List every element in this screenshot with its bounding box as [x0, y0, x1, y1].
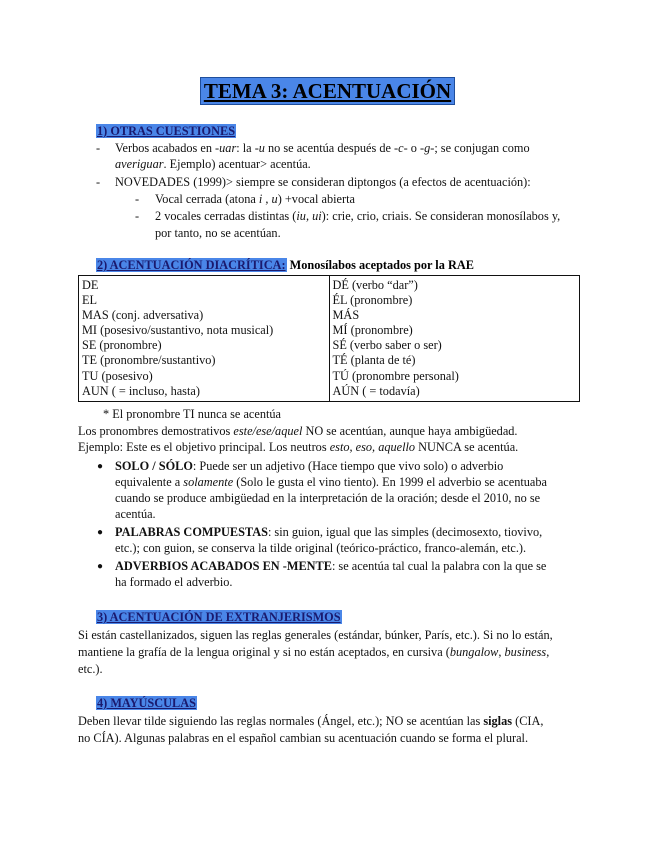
table-cell: SÉ (verbo saber o ser) [332, 338, 442, 353]
table-cell: EL [82, 293, 98, 308]
dash-bullet: - [96, 141, 101, 155]
table-cell: TU (posesivo) [82, 368, 153, 383]
b1-line3: cuando se produce ambigüedad en la interpretación de la oración; desde el 2010, no se [115, 491, 541, 505]
title-wrap [0, 77, 655, 105]
bullet-dot-icon: ● [97, 461, 104, 472]
demo-line1: Los pronombres demostrativos este/ese/aquel NO se acentúan, aunque haya ambigüedad. [78, 424, 518, 438]
b3-line2: ha formado el adverbio. [115, 575, 233, 589]
table-cell: MAS (conj. adversativa) [82, 308, 204, 323]
diacritic-table [78, 275, 580, 402]
table-cell: TÉ (planta de té) [332, 353, 416, 368]
table-cell: DE [82, 278, 99, 292]
table-cell: SE (pronombre) [82, 338, 162, 353]
table-left-column [79, 276, 330, 402]
table-cell: DÉ (verbo “dar”) [332, 278, 418, 292]
table-cell: TE (pronombre/sustantivo) [82, 353, 216, 368]
section-3-heading: 3) ACENTUACIÓN DE EXTRANJERISMOS [97, 610, 341, 624]
table-cell: MÍ (pronombre) [332, 323, 413, 338]
table-right-column [329, 276, 580, 402]
b1-line1: SOLO / SÓLO: Puede ser un adjetivo (Hace tiempo que vivo solo) o adverbio [115, 459, 504, 473]
page-title: TEMA 3: ACENTUACIÓN [200, 77, 455, 105]
table-cell: MÁS [332, 308, 360, 323]
table-cell: MI (posesivo/sustantivo, nota musical) [82, 323, 274, 338]
s3-line3: etc.). [78, 662, 103, 676]
b2-line1: PALABRAS COMPUESTAS: sin guion, igual que las simples (decimosexto, tiovivo, [115, 525, 543, 539]
s1-sub2-line2: por tanto, no se acentúan. [155, 226, 281, 240]
s1-item1-line1: Verbos acabados en -uar: la -u no se acentúa después de -c- o -g-; se conjugan como [115, 141, 530, 155]
section-2-heading: 2) ACENTUACIÓN DIACRÍTICA: Monosílabos aceptados por la RAE [97, 258, 474, 272]
section-4-heading: 4) MAYÚSCULAS [97, 696, 196, 710]
dash-bullet: - [135, 192, 140, 206]
table-note: * El pronombre TI nunca se acentúa [103, 407, 282, 421]
b2-line2: etc.); con guion, se conserva la tilde original (teórico-práctico, franco-alemán, etc.). [115, 541, 527, 555]
table-cell: ÉL (pronombre) [332, 293, 413, 308]
section-1-heading: 1) OTRAS CUESTIONES [97, 124, 236, 138]
s1-item2: NOVEDADES (1999)> siempre se consideran diptongos (a efectos de acentuación): [115, 175, 531, 189]
dash-bullet: - [96, 175, 101, 189]
demo-line2: Ejemplo: Este es el objetivo principal. Los neutros esto, eso, aquello NUNCA se acentúa. [78, 440, 519, 454]
s4-line2: no CÍA). Algunas palabras en el español cambian su acentuación cuando se forma el plural. [78, 731, 529, 745]
bullet-dot-icon: ● [97, 527, 104, 538]
dash-bullet: - [135, 209, 140, 223]
table-cell: AÚN ( = todavía) [332, 383, 420, 398]
table-cell: TÚ (pronombre personal) [332, 368, 459, 383]
table-cell: AUN ( = incluso, hasta) [82, 383, 200, 398]
b3-line1: ADVERBIOS ACABADOS EN -MENTE: se acentúa tal cual la palabra con la que se [115, 559, 547, 573]
s1-item1-line2: averiguar. Ejemplo) acentuar> acentúa. [115, 157, 311, 171]
s3-line1: Si están castellanizados, siguen las reglas generales (estándar, búnker, París, etc.). Si no lo están, [78, 628, 553, 642]
b1-line2: equivalente a solamente (Solo le gusta el vino tiento). En 1999 el adverbio se acentuaba [115, 475, 547, 489]
s1-sub2-line1: 2 vocales cerradas distintas (iu, ui): crie, crio, criais. Se consideran monosílabos y, [155, 209, 561, 223]
s4-line1: Deben llevar tilde siguiendo las reglas normales (Ángel, etc.); NO se acentúan las siglas (CIA, [78, 714, 544, 728]
s1-sub1: Vocal cerrada (atona i , u) +vocal abierta [155, 192, 355, 206]
bullet-dot-icon: ● [97, 561, 104, 572]
b1-line4: acentúa. [115, 507, 156, 521]
s3-line2: mantiene la grafía de la lengua original y si no están aceptados, en cursiva (bungalow, business, [78, 645, 550, 659]
